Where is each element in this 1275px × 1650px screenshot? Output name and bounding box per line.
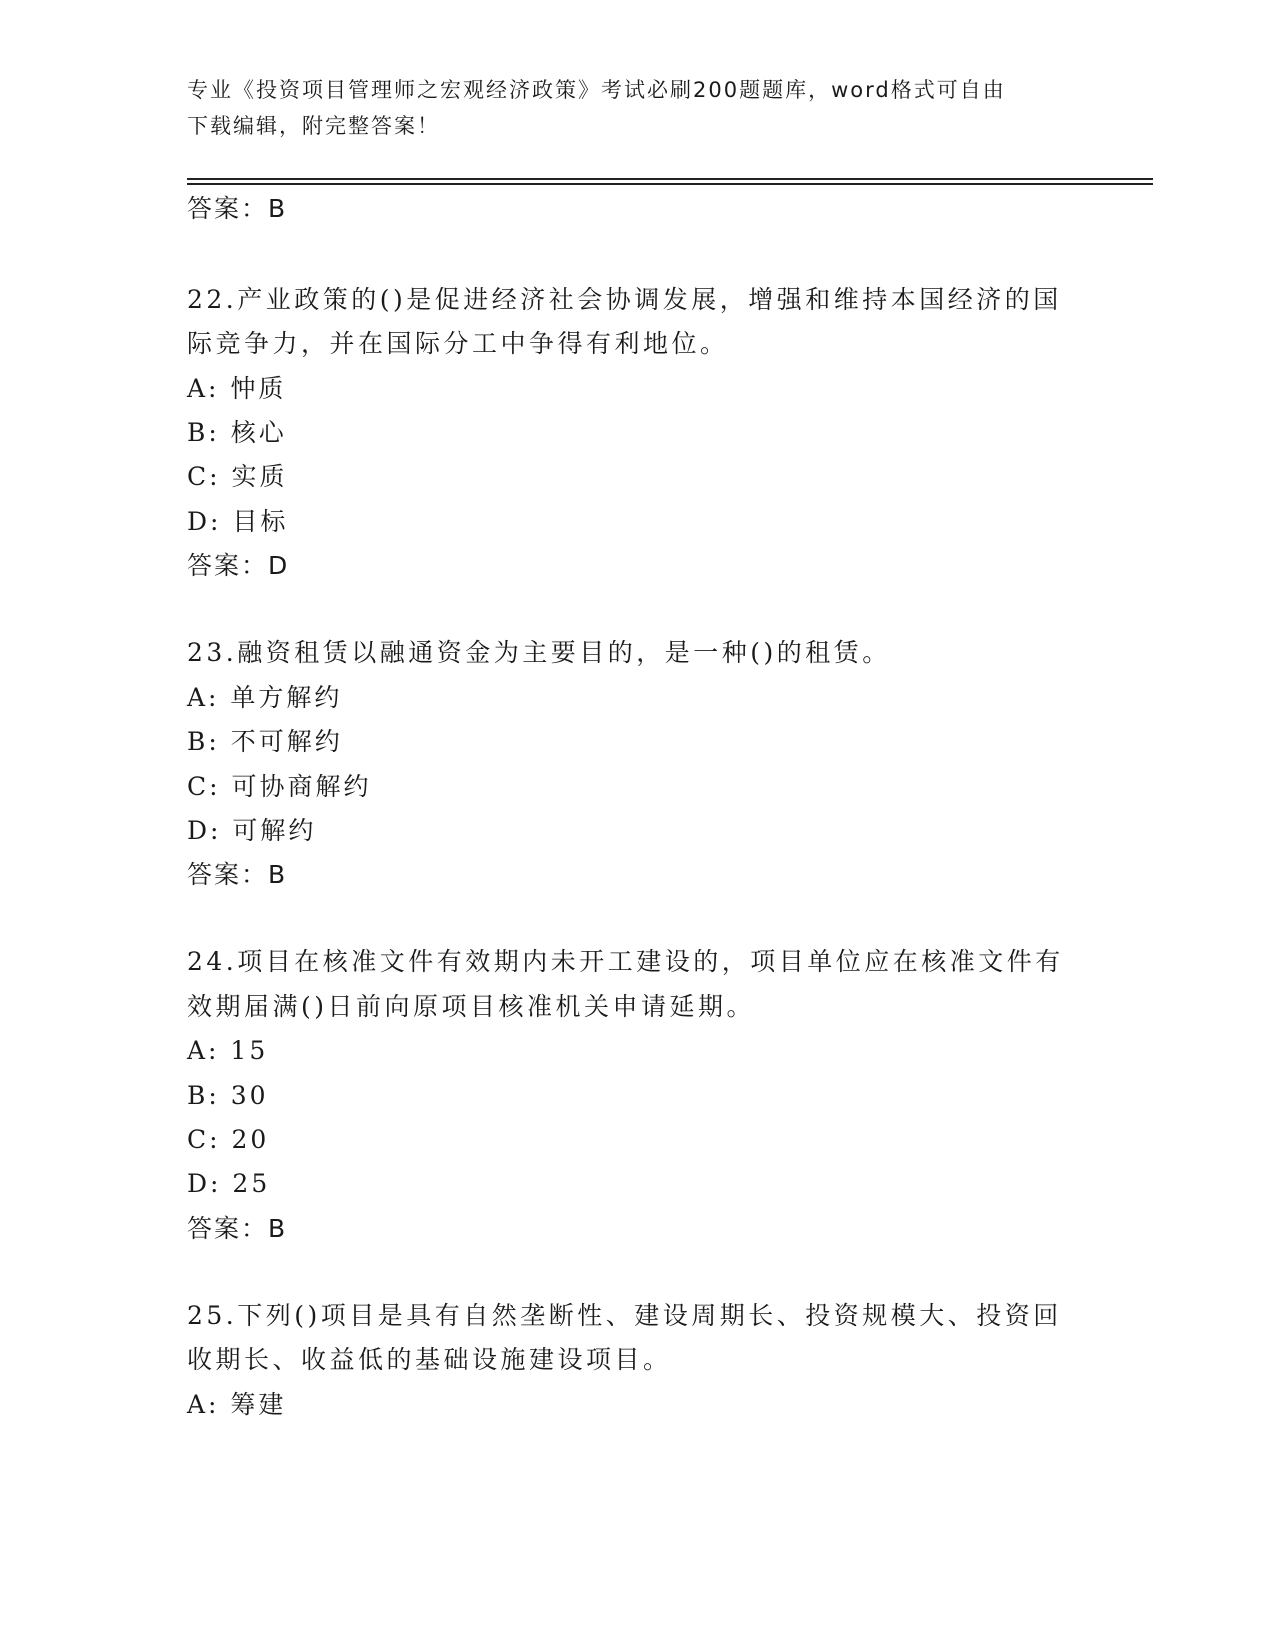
header-divider-bottom (187, 183, 1153, 185)
option-a: A: 筹建 (187, 1390, 287, 1419)
option-d: D: 25 (187, 1169, 271, 1198)
option-b: B: 不可解约 (187, 727, 343, 756)
question-stem: 际竞争力，并在国际分工中争得有利地位。 (187, 329, 729, 358)
option-c: C: 实质 (187, 462, 288, 491)
option-a: A: 单方解约 (187, 683, 343, 712)
question-stem: 24.项目在核准文件有效期内未开工建设的，项目单位应在核准文件有 (187, 947, 1064, 976)
question-stem: 22.产业政策的()是促进经济社会协调发展，增强和维持本国经济的国 (187, 285, 1062, 314)
option-a: A: 忡质 (187, 374, 287, 403)
option-c: C: 20 (187, 1125, 270, 1154)
option-a: A: 15 (187, 1036, 269, 1065)
option-d: D: 可解约 (187, 816, 317, 845)
option-d: D: 目标 (187, 507, 289, 536)
answer: 答案：B (187, 1214, 288, 1243)
header-line-2: 下载编辑，附完整答案！ (187, 114, 440, 138)
answer-21: 答案：B (187, 194, 288, 223)
question-stem: 23.融资租赁以融通资金为主要目的，是一种()的租赁。 (187, 638, 891, 667)
option-b: B: 核心 (187, 418, 287, 447)
question-stem: 收期长、收益低的基础设施建设项目。 (187, 1345, 672, 1374)
question-stem: 25.下列()项目是具有自然垄断性、建设周期长、投资规模大、投资回 (187, 1301, 1062, 1330)
option-c: C: 可协商解约 (187, 772, 372, 801)
header-line-1: 专业《投资项目管理师之宏观经济政策》考试必刷200题题库，word格式可自由 (187, 78, 1006, 102)
document-header (187, 72, 1087, 144)
question-stem: 效期届满()日前向原项目核准机关申请延期。 (187, 992, 756, 1021)
answer: 答案：B (187, 860, 288, 889)
header-divider-top (187, 178, 1153, 180)
answer: 答案：D (187, 551, 290, 580)
option-b: B: 30 (187, 1081, 269, 1110)
